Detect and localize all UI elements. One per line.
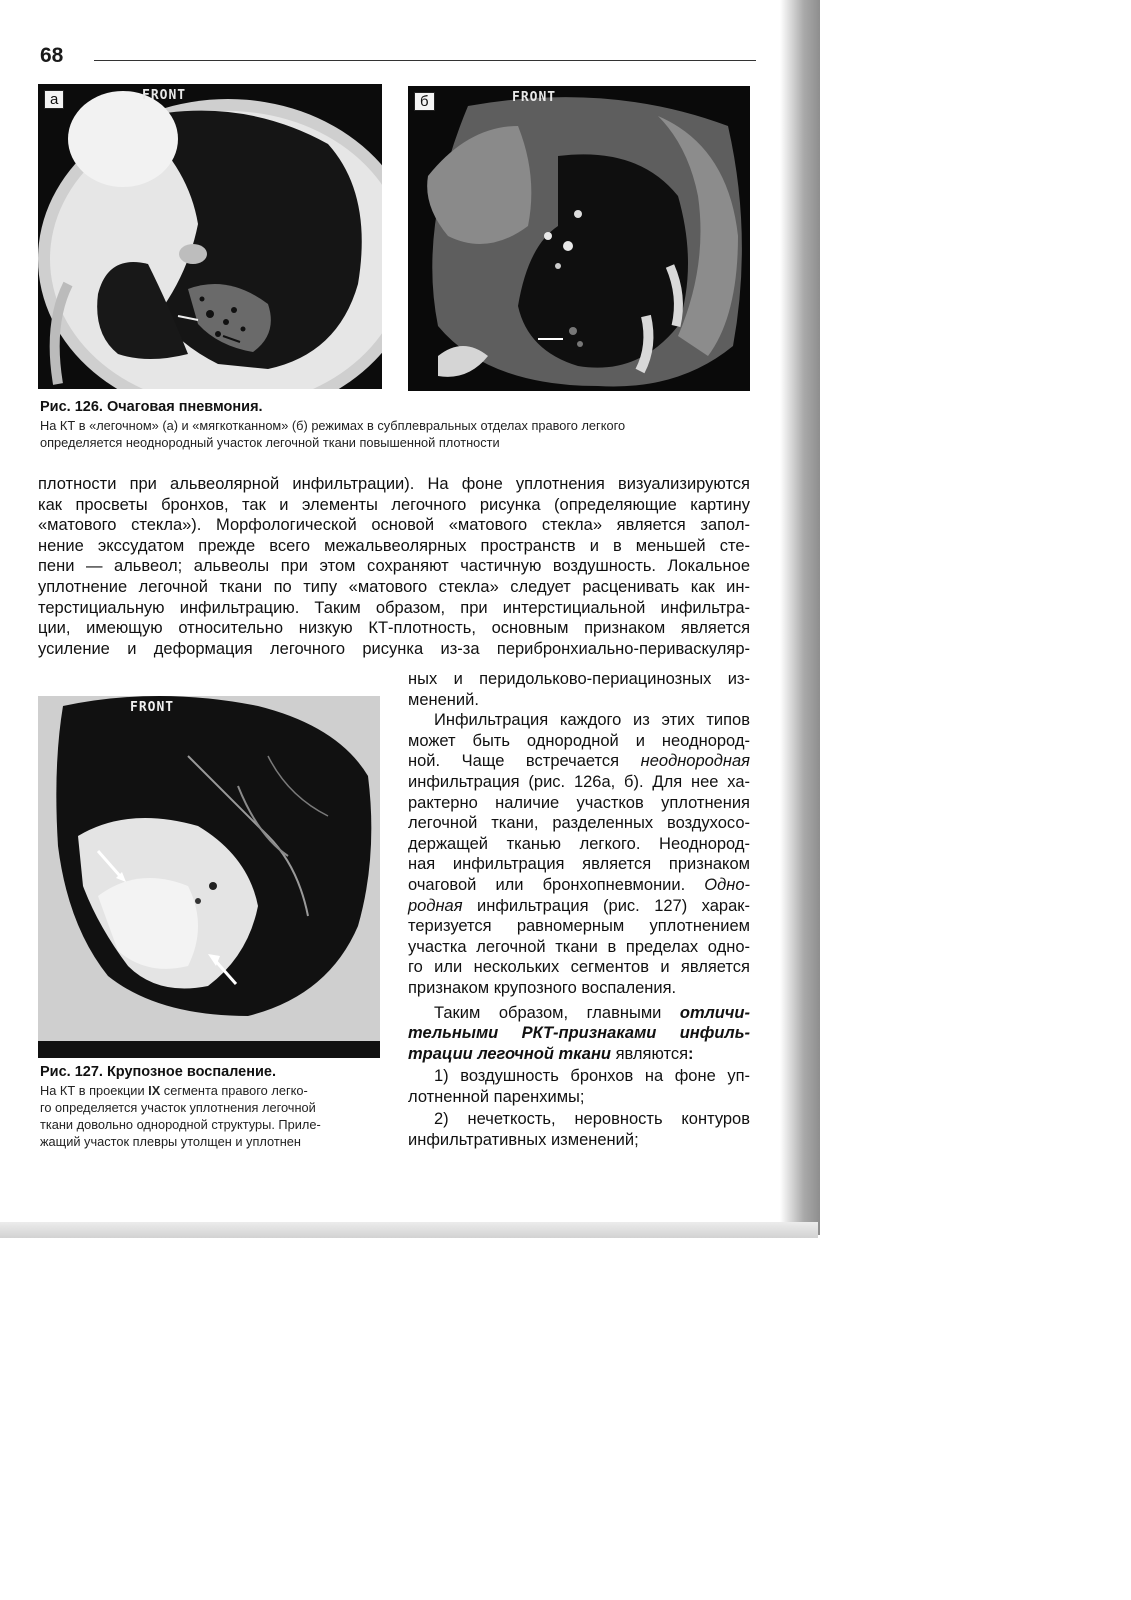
italic-term: родная	[408, 896, 463, 915]
text-line: го или нескольких сегментов и является	[408, 958, 750, 977]
figure-126-caption-line-2: определяется неоднородный участок легочной ткани повышенной плотности	[40, 435, 500, 450]
text-line: участка легочной ткани в пределах одно-	[408, 937, 750, 956]
text-line: теризуется равномерным уплотнением	[408, 917, 750, 936]
text-part: очаговой или бронхопневмонии.	[408, 875, 705, 894]
segment-number: IX	[148, 1083, 161, 1098]
panel-tag-a: а	[44, 90, 64, 109]
text-line: может быть однородной и неоднород-	[408, 731, 750, 750]
text-line: легочной ткани, разделенных воздухосо-	[408, 814, 750, 833]
bold-italic-term: тельными РКТ-признаками инфиль-	[408, 1024, 750, 1043]
header-rule	[94, 60, 756, 61]
text-part: Таким образом,	[434, 1003, 569, 1022]
list-item-1-continued: лотненной паренхимы;	[408, 1087, 585, 1106]
list-item-2-continued: инфильтративных изменений;	[408, 1131, 639, 1150]
text-line: инфильтрация (рис. 126а, б). Для нее ха-	[408, 772, 750, 791]
text-line: усиление и деформация легочного рисунка из-за перибронхиально-периваскуляр-	[38, 639, 750, 658]
text-line: ных и перидольково-периацинозных из-	[408, 670, 750, 688]
panel-tag-b: б	[414, 92, 435, 111]
text-line: терстициальную инфильтрацию. Таким образом, при интерстициальной инфильтра-	[38, 598, 750, 617]
text-line: плотности при альвеолярной инфильтрации). На фоне уплотнения визуализируются	[38, 475, 750, 493]
text-line: «матового стекла»). Морфологической основой «матового стекла» является запол-	[38, 516, 750, 535]
ct-scan-soft-tissue-window-drawing	[408, 86, 750, 391]
ct-image-126a	[38, 84, 382, 389]
text-line	[408, 896, 750, 917]
italic-term: Одно-	[704, 875, 750, 894]
figure-127-caption-line-1	[40, 1083, 308, 1100]
text-line: нение экссудатом прежде всего межальвеолярных пространств и в меньшей сте-	[38, 536, 750, 555]
ct-scan-lobar-pneumonia-drawing	[38, 696, 380, 1058]
caption-text-part: сегмента правого легко-	[160, 1083, 308, 1098]
list-item-1: 1) воздушность бронхов на фоне уп-	[434, 1067, 750, 1086]
page-number: 68	[40, 44, 64, 67]
front-label: FRONT	[130, 700, 175, 715]
figure-127-caption-line-2: го определяется участок уплотнения легочной	[40, 1100, 316, 1115]
text-line	[408, 875, 750, 896]
text-line: пени — альвеол; альвеолы при этом сохраняют частичную воздушность. Локальное	[38, 557, 750, 576]
body-text-top	[38, 474, 750, 659]
ct-image-126b	[408, 86, 750, 391]
figure-126-title: Рис. 126. Очаговая пневмония.	[40, 399, 263, 415]
scan-spine-shadow	[780, 0, 820, 1235]
figure-126-caption-line-1: На КТ в «легочном» (а) и «мягкотканном» (б) режимах в субплевральных отделах правого легкого	[40, 418, 626, 433]
text-line: уплотнение легочной ткани по типу «матового стекла» следует расценивать как ин-	[38, 577, 750, 596]
text-part: ной. Чаще встречается	[408, 752, 641, 771]
text-part: главными	[568, 1003, 680, 1022]
text-line	[408, 751, 750, 772]
text-line: ная инфильтрация является признаком	[408, 855, 750, 874]
italic-term: неоднородная	[640, 752, 750, 771]
ct-image-127	[38, 696, 380, 1058]
text-line: Инфильтрация каждого из этих типов	[434, 711, 750, 730]
text-part: являются	[611, 1044, 689, 1063]
text-line: рактерно наличие участков уплотнения	[408, 793, 750, 812]
bold-italic-term: трации легочной ткани	[408, 1044, 611, 1063]
text-line	[408, 1044, 750, 1065]
text-line: менений.	[408, 690, 479, 709]
text-line	[408, 1023, 750, 1044]
text-part: инфильтрация (рис. 127) харак-	[462, 896, 750, 915]
text-line: как просветы бронхов, так и элементы легочного рисунка (определяющие картину	[38, 495, 750, 514]
text-line: признаком крупозного воспаления.	[408, 978, 677, 997]
bold-italic-term: отличи-	[679, 1003, 750, 1022]
front-label: FRONT	[512, 90, 557, 105]
text-line: ции, имеющую относительно низкую КТ-плотность, основным признаком является	[38, 619, 750, 638]
colon: :	[688, 1044, 694, 1063]
list-item-2: 2) нечеткость, неровность контуров	[434, 1110, 750, 1129]
figure-127-caption-line-3: ткани довольно однородной структуры. Приле-	[40, 1117, 321, 1132]
body-text-right-column	[408, 669, 750, 1151]
text-line	[408, 1003, 750, 1024]
scan-bottom-edge	[0, 1222, 818, 1238]
front-label: FRONT	[142, 88, 187, 103]
text-line: держащей тканью легкого. Неоднород-	[408, 834, 750, 853]
caption-text-part: На КТ в проекции	[40, 1083, 149, 1098]
figure-127-title: Рис. 127. Крупозное воспаление.	[40, 1064, 277, 1080]
figure-127-caption-line-4: жащий участок плевры утолщен и уплотнен	[40, 1134, 301, 1149]
ct-scan-lung-window-drawing	[38, 84, 382, 389]
